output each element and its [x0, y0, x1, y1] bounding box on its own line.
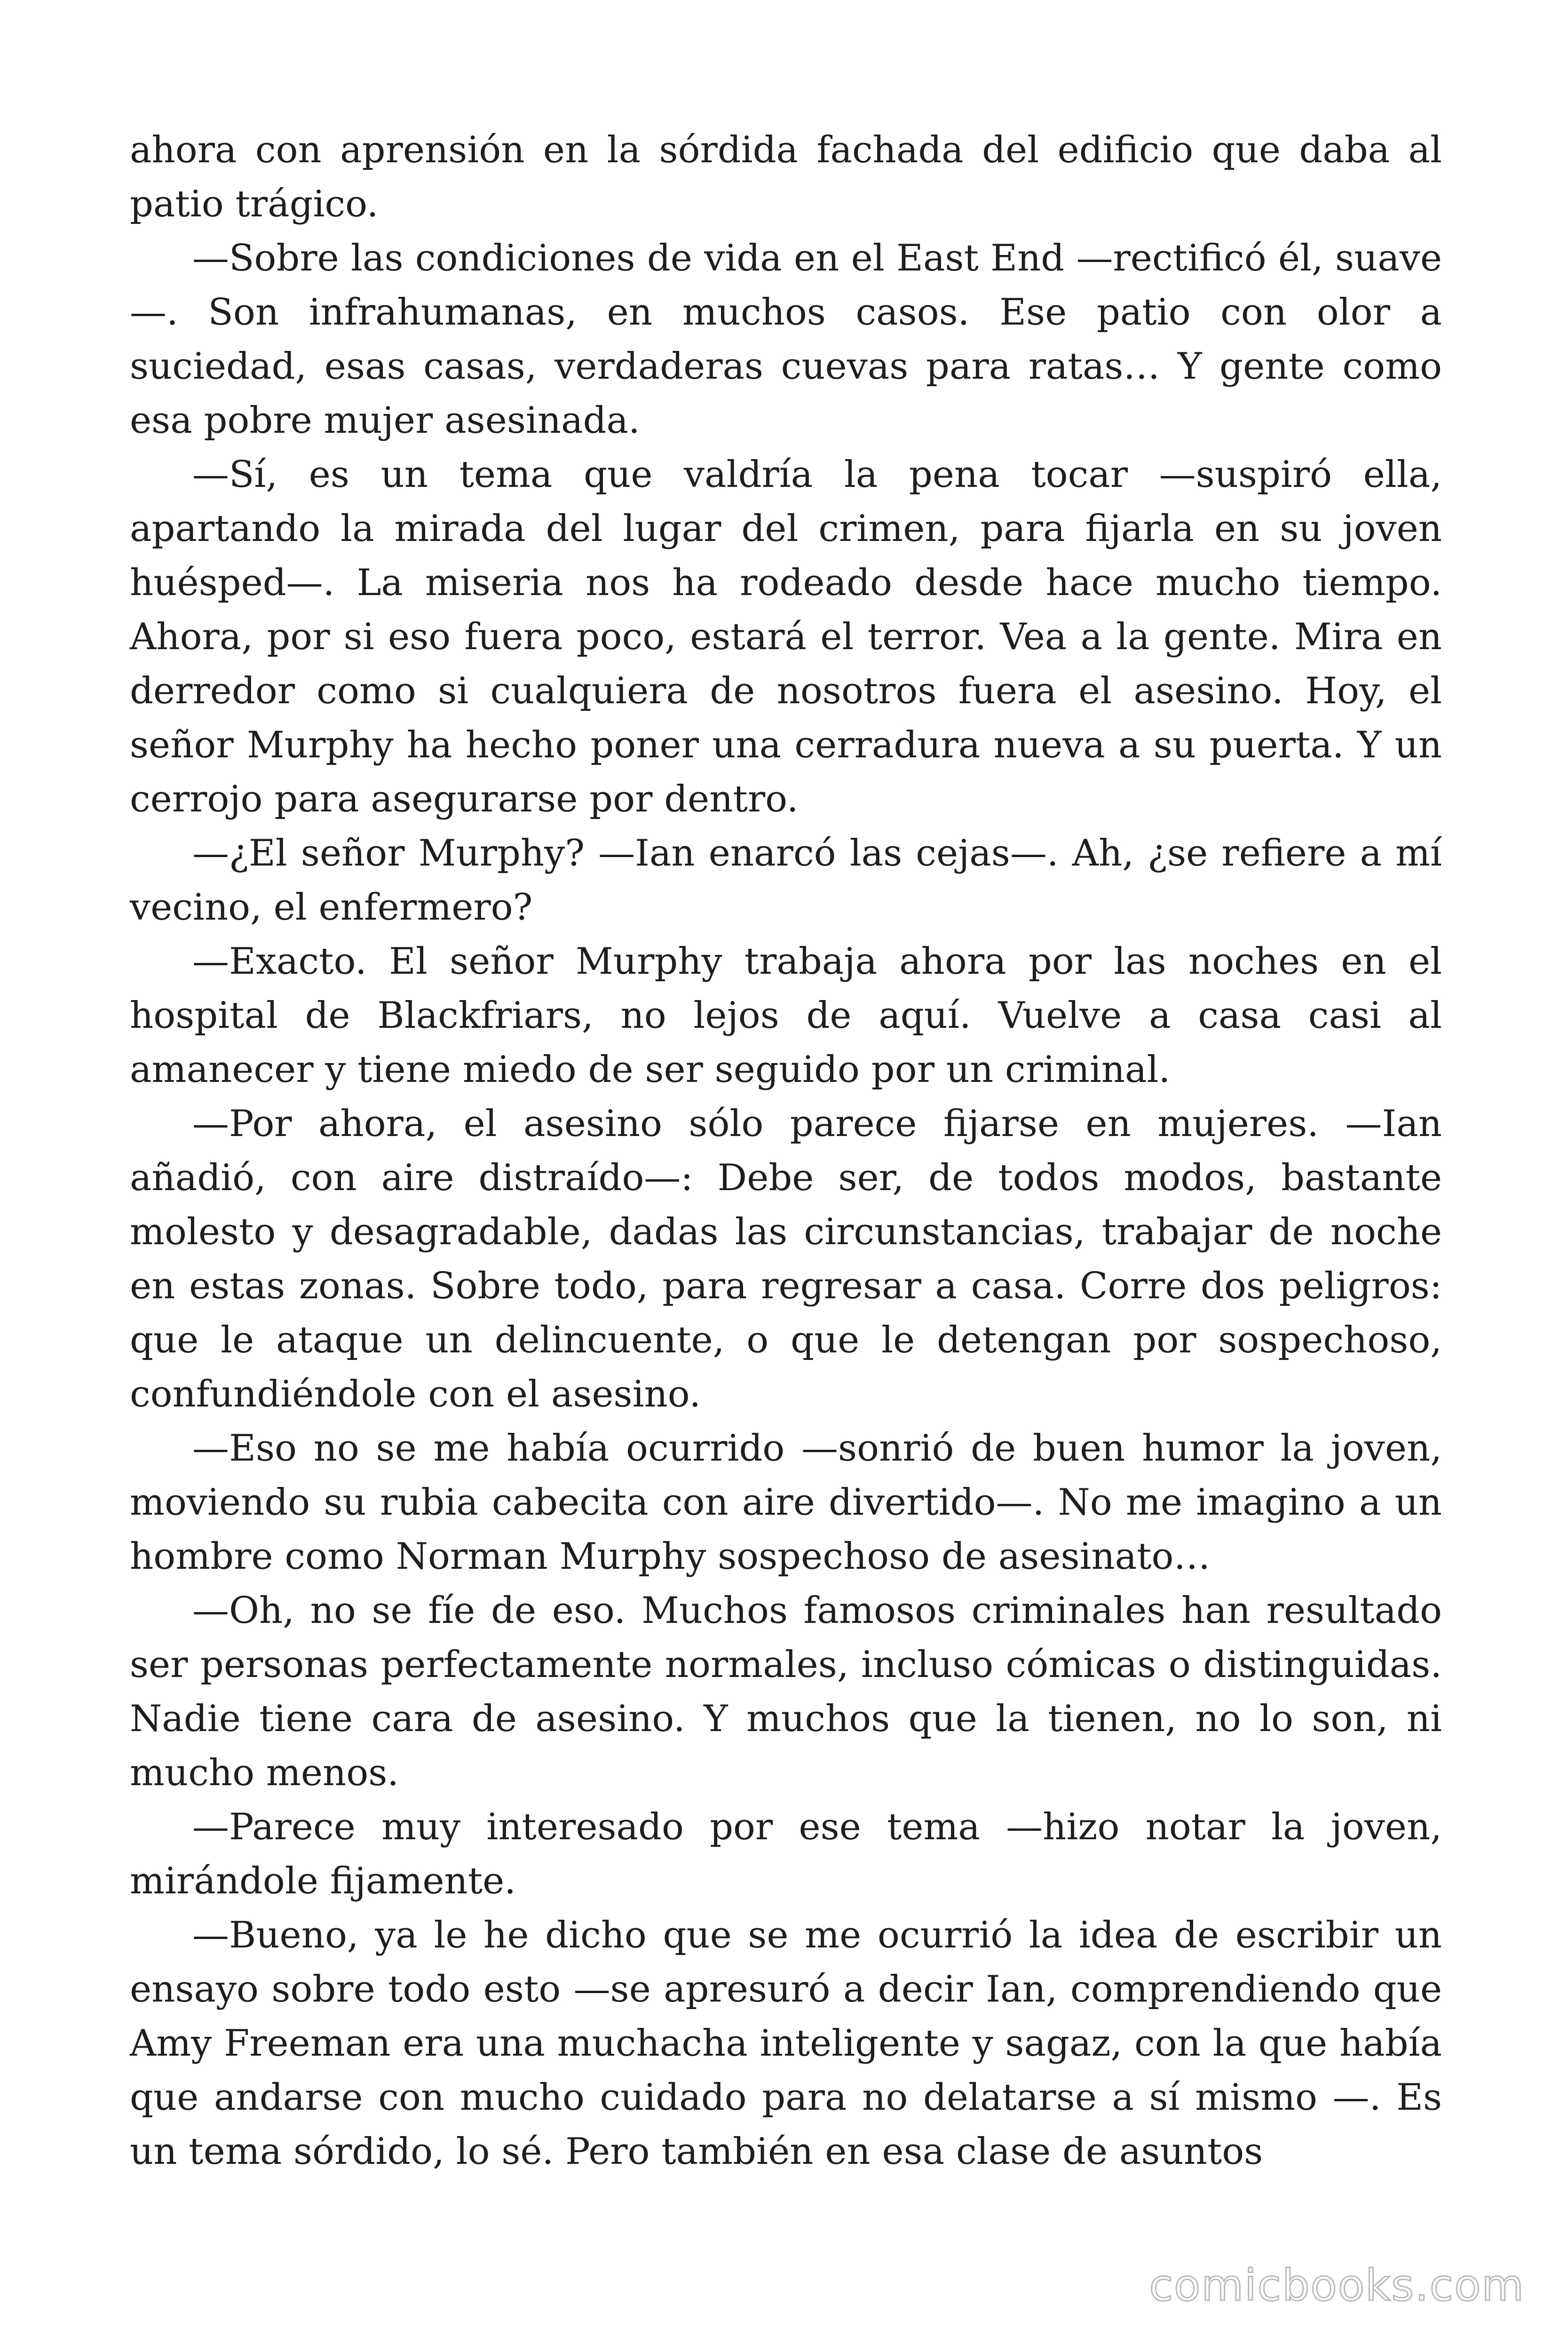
paragraph-2: —Sobre las condiciones de vida en el East End —rectificó él, suave—. Son infrahumanas, en muchos casos. Ese patio con olor a suciedad, esas casas, verdaderas cuevas para ratas… Y gente como esa pobre mujer asesinada.	[130, 237, 1442, 442]
paragraph-7: —Eso no se me había ocurrido —sonrió de buen humor la joven, moviendo su rubia cabecita con aire divertido—. No me imagino a un hombre como Norman Murphy sospechoso de asesinato…	[130, 1427, 1442, 1578]
paragraph-10: —Bueno, ya le he dicho que se me ocurrió la idea de escribir un ensayo sobre todo esto —se apresuró a decir Ian, comprendiendo que Amy Freeman era una muchacha inteligente y sagaz, con la que había que andarse con mucho cuidado para no delatarse a sí mismo —. Es un tema sórdido, lo sé. Pero también en esa clase de asuntos	[130, 1914, 1442, 2173]
paragraph-6: —Por ahora, el asesino sólo parece fijarse en mujeres. —Ian añadió, con aire distraído—: Debe ser, de todos modos, bastante molesto y desagradable, dadas las circunstancias, trabajar de noche en estas zonas. Sobre todo, para regresar a casa. Corre dos peligros: que le ataque un delincuente, o que le detengan por sospechoso, confundiéndole con el asesino.	[130, 1103, 1442, 1415]
paragraph-3: —Sí, es un tema que valdría la pena tocar —suspiró ella, apartando la mirada del lugar del crimen, para fijarla en su joven huésped—. La miseria nos ha rodeado desde hace mucho tiempo. Ahora, por si eso fuera poco, estará el terror. Vea a la gente. Mira en derredor como si cualquiera de nosotros fuera el asesino. Hoy, el señor Murphy ha hecho poner una cerradura nueva a su puerta. Y un cerrojo para asegurarse por dentro.	[130, 453, 1442, 820]
paragraph-4: —¿El señor Murphy? —Ian enarcó las cejas—. Ah, ¿se refiere a mí vecino, el enfermero?	[130, 832, 1442, 929]
page-body	[130, 123, 1442, 2179]
paragraph-1: ahora con aprensión en la sórdida fachada del edificio que daba al patio trágico.	[130, 129, 1442, 225]
paragraph-5: —Exacto. El señor Murphy trabaja ahora por las noches en el hospital de Blackfriars, no lejos de aquí. Vuelve a casa casi al amanecer y tiene miedo de ser seguido por un criminal.	[130, 940, 1442, 1091]
paragraph-9: —Parece muy interesado por ese tema —hizo notar la joven, mirándole fijamente.	[130, 1806, 1442, 1902]
paragraph-8: —Oh, no se fíe de eso. Muchos famosos criminales han resultado ser personas perfectamente normales, incluso cómicas o distinguidas. Nadie tiene cara de asesino. Y muchos que la tienen, no lo son, ni mucho menos.	[130, 1589, 1442, 1794]
watermark: comicbooks.com	[1149, 2260, 1525, 2311]
